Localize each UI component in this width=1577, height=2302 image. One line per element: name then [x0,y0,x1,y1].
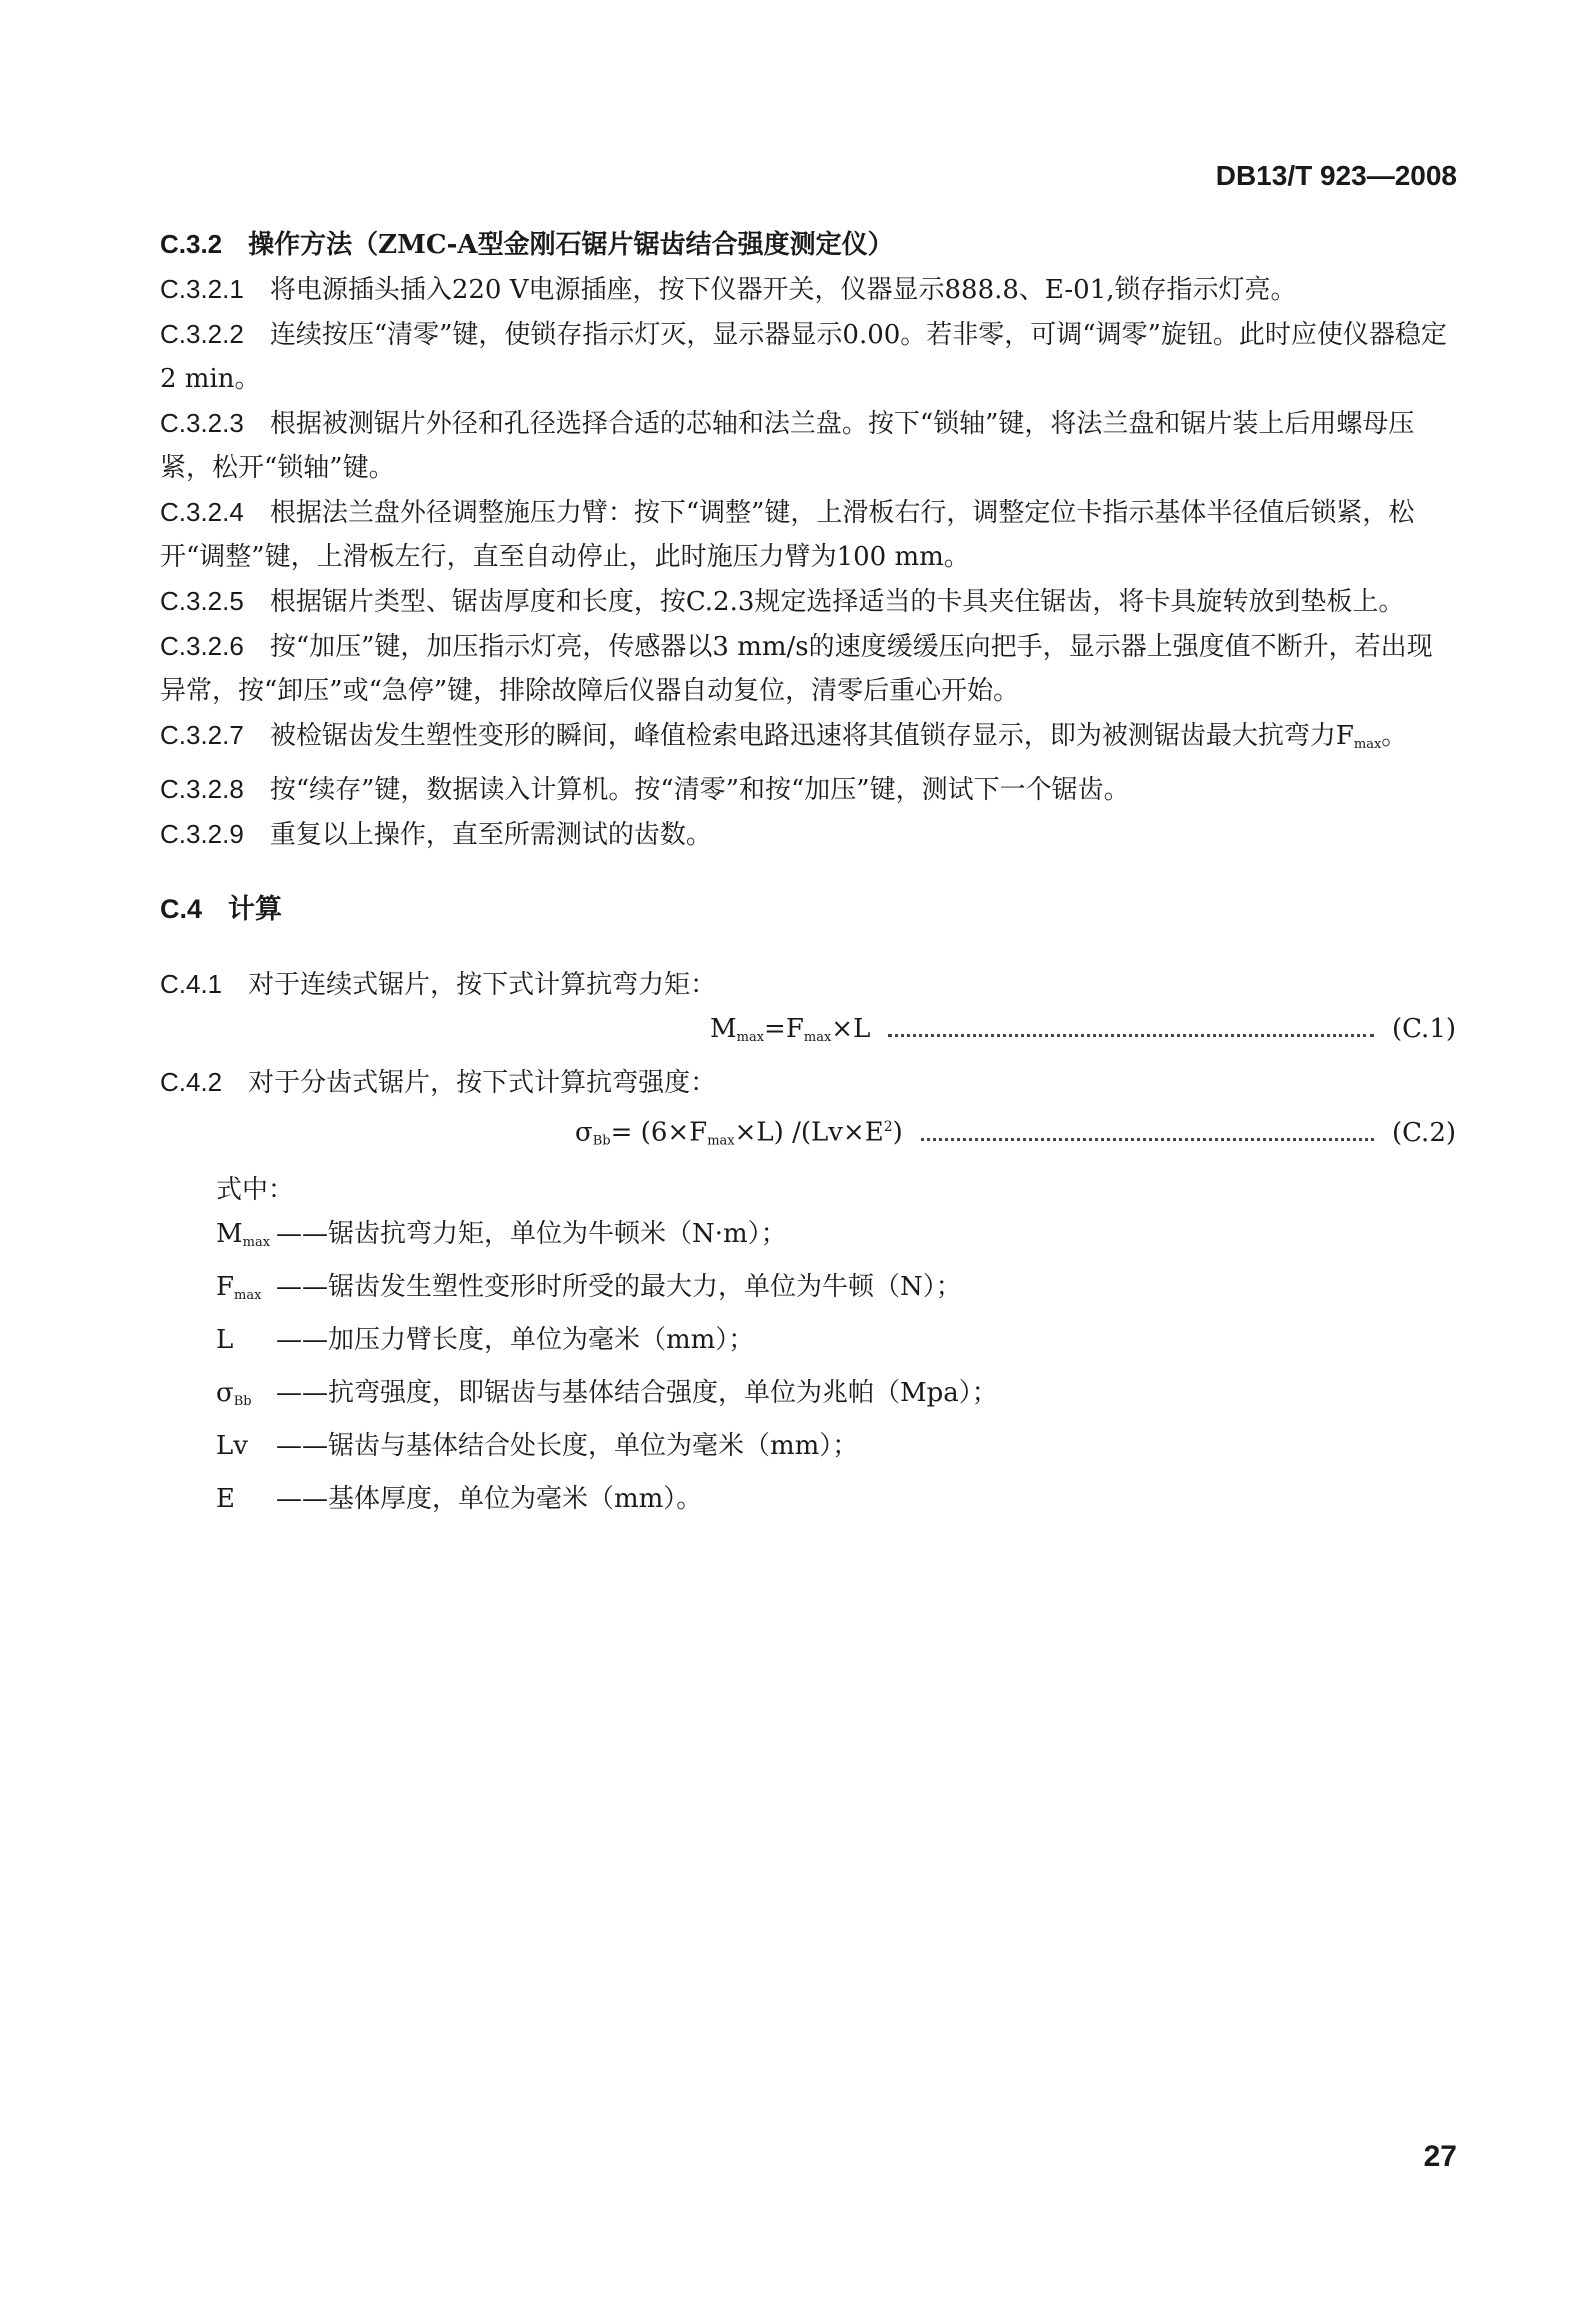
formula-leader-dots [888,1034,1374,1037]
definition-row [216,1318,1456,1371]
clause-c322: C.3.2.2 连续按压“清零”键，使锁存指示灯灭，显示器显示0.00。若非零，可调“调零”旋钮。此时应使仪器稳定2 min。 [160,319,1447,394]
formula-c2-expression: $\sigma_{Bb}= (6\times F_{max}\times L)$ $/(Lv\times E^2)$ [575,1117,903,1149]
formula-c1-number: (C.1) [1391,1014,1456,1044]
where-label: 式中： [216,1174,295,1205]
clause-c41: C.4.1 对于连续式锯片，按下式计算抗弯力矩： [160,969,717,1000]
definition-symbol: E [216,1483,235,1514]
definition-row [216,1265,1456,1318]
clause-c327: C.3.2.7 被检锯齿发生塑性变形的瞬间，峰值检索电路迅速将其值锁存显示，即为被测锯齿最大抗弯力$F_{max}$。 [160,720,1408,752]
clause-c325: C.3.2.5 根据锯片类型、锯齿厚度和长度，按C.2.3规定选择适当的卡具夹住锯齿，将卡具旋转放到垫板上。 [160,586,1405,617]
definition-text: ——锯齿抗弯力矩，单位为牛顿米（N·m）； [276,1218,787,1249]
page-number: 27 [1423,2140,1457,2173]
document-body [160,222,1456,1530]
clause-c323: C.3.2.3 根据被测锯片外径和孔径选择合适的芯轴和法兰盘。按下“锁轴”键，将法兰盘和锯片装上后用螺母压紧，松开“锁轴”键。 [160,408,1415,483]
definition-row [216,1212,1456,1265]
clause-c42: C.4.2 对于分齿式锯片，按下式计算抗弯强度： [160,1067,717,1098]
definition-text: ——锯齿发生塑性变形时所受的最大力，单位为牛顿（N）； [276,1271,962,1302]
standard-code: DB13/T 923—2008 [1215,160,1457,191]
definition-row [216,1424,1456,1477]
clause-c326: C.3.2.6 按“加压”键，加压指示灯亮，传感器以3 mm/s的速度缓缓压向把手，显示器上强度值不断升，若出现异常，按“卸压”或“急停”键，排除故障后仪器自动复位，清零后重心开始。 [160,631,1433,706]
formula-c2-number: (C.2) [1391,1117,1456,1148]
definition-text: ——抗弯强度，即锯齿与基体结合强度，单位为兆帕（Mpa）； [276,1377,998,1408]
symbol-definitions [216,1168,1456,1530]
definition-text: ——锯齿与基体结合处长度，单位为毫米（mm）； [276,1430,859,1461]
section-heading-c32: C.3.2 操作方法（ZMC-A型金刚石锯片锯齿结合强度测定仪） [160,229,894,260]
formula-c1 [160,1007,1456,1060]
formula-c2 [160,1105,1456,1164]
definition-row [216,1477,1456,1530]
clause-c329: C.3.2.9 重复以上操作，直至所需测试的齿数。 [160,819,712,850]
definition-symbol: $M_{max}$ [216,1218,271,1250]
formula-leader-dots [921,1138,1374,1141]
definition-row [216,1371,1456,1424]
definition-symbol: $F_{max}$ [216,1271,262,1303]
definition-symbol: $\sigma_{Bb}$ [216,1377,252,1409]
definition-text: ——基体厚度，单位为毫米（mm）。 [276,1483,703,1514]
clause-c321: C.3.2.1 将电源插头插入220 V电源插座，按下仪器开关，仪器显示888.8、E-01,锁存指示灯亮。 [160,274,1297,305]
formula-c1-expression: $M_{max}=F_{max}\times L$ [710,1014,871,1045]
clause-c324: C.3.2.4 根据法兰盘外径调整施压力臂：按下“调整”键，上滑板右行，调整定位卡指示基体半径值后锁紧，松开“调整”键，上滑板左行，直至自动停止，此时施压力臂为100 mm。 [160,497,1415,572]
section-heading-c4: C.4 计算 [160,894,283,925]
definition-symbol: L [216,1324,234,1355]
clause-c328: C.3.2.8 按“续存”键，数据读入计算机。按“清零”和按“加压”键，测试下一个锯齿。 [160,774,1130,805]
definition-symbol: Lv [216,1430,248,1461]
definition-text: ——加压力臂长度，单位为毫米（mm）； [276,1324,755,1355]
